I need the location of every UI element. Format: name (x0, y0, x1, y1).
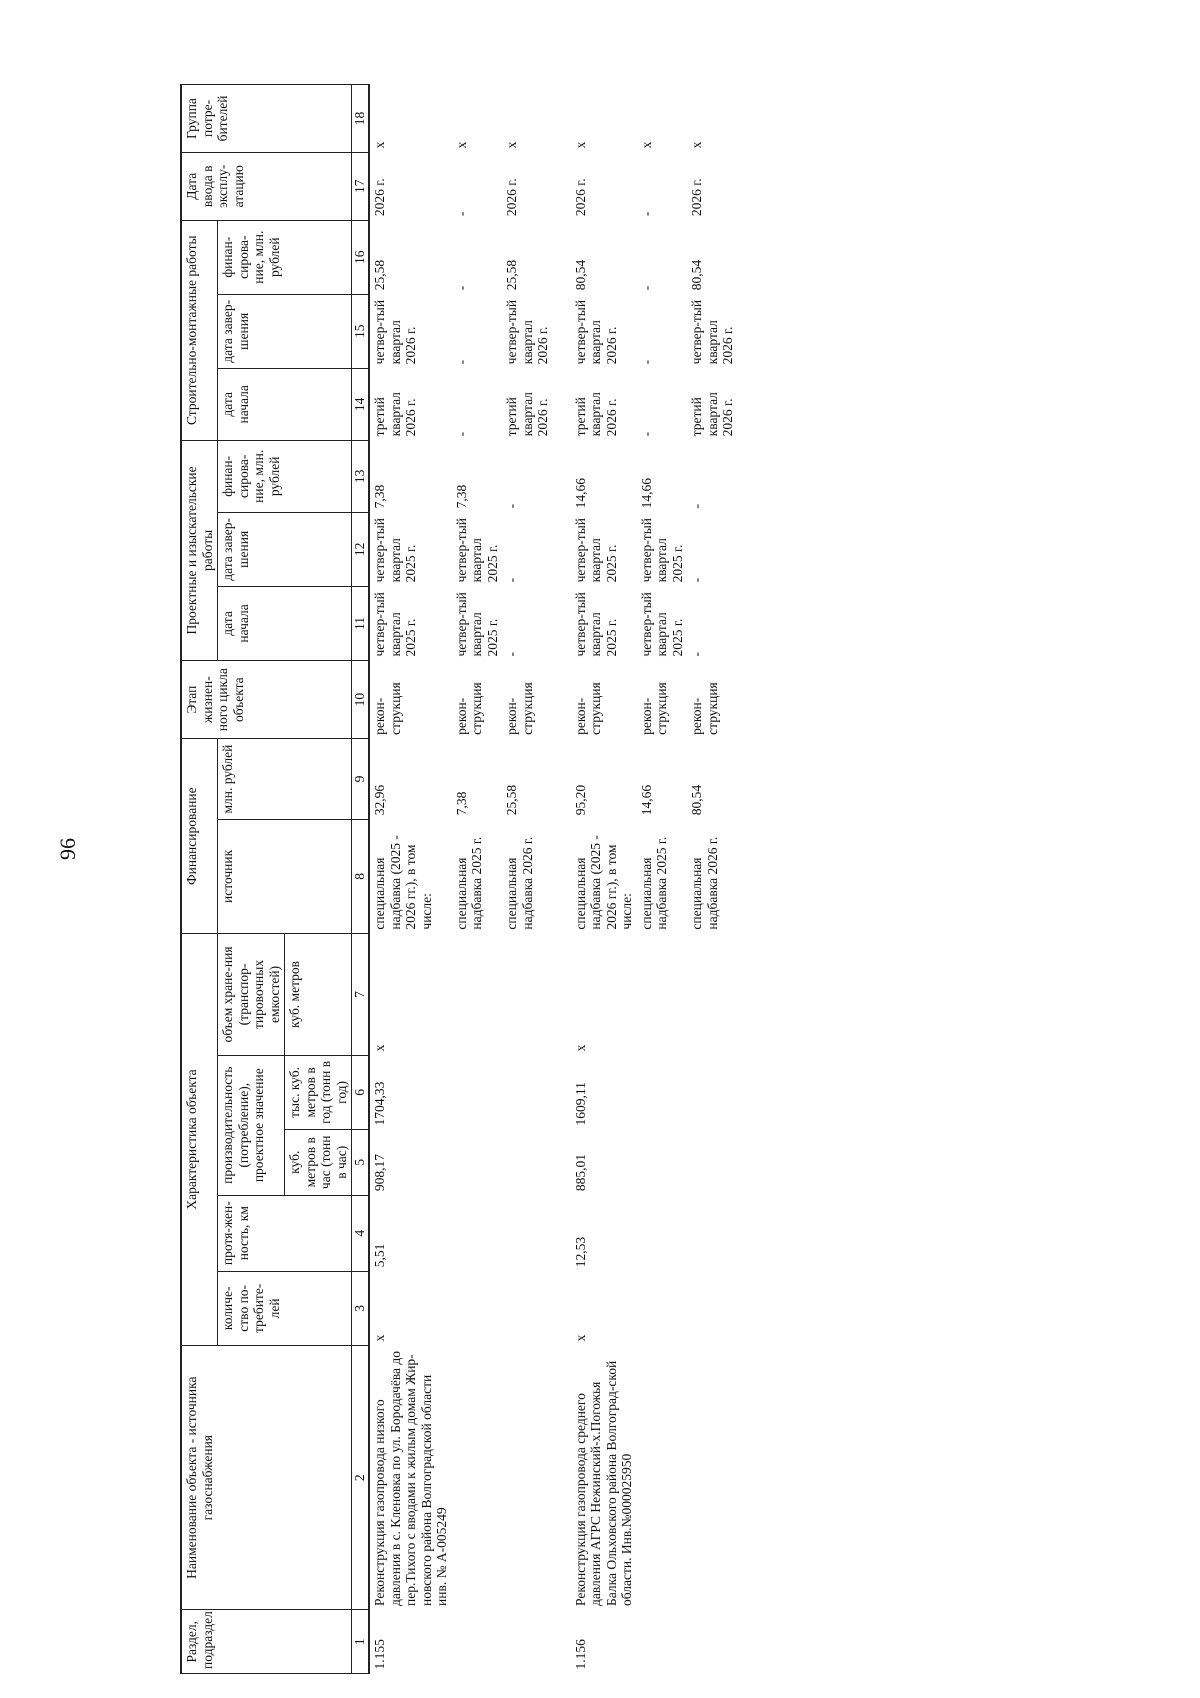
spacer-cell (553, 85, 571, 1674)
table-cell: 1.156 (572, 1639, 588, 1670)
column-number: 5 (352, 1129, 370, 1195)
table-cell: - (453, 431, 469, 437)
table-cell: 32,96 (372, 784, 388, 816)
table-cell (637, 1345, 688, 1610)
column-number: 17 (352, 152, 370, 220)
table-cell: 2026 г. (372, 178, 388, 217)
header-design: Проектные и изыскательские работы (181, 440, 218, 660)
table-cell: 1.155 (372, 1639, 388, 1670)
table-cell (502, 1195, 553, 1271)
column-number: 14 (352, 368, 370, 440)
table-cell: 95,20 (572, 784, 588, 816)
table-cell: четвер-тый квартал 2025 г. (372, 592, 419, 657)
table-cell (687, 1055, 738, 1129)
table-row (502, 85, 553, 1674)
header-length: протя-жен-ность, км (218, 1195, 352, 1271)
page-number: 96 (55, 838, 80, 860)
table-cell (502, 1055, 553, 1129)
table-cell (637, 934, 688, 1056)
header-construction-funding: финан-сирова-ние, млн. рублей (218, 220, 352, 294)
header-storage: объем хране-ния (транспор-тировочных емкостей) (218, 934, 285, 1056)
table-cell: - (689, 577, 705, 583)
table-row (369, 85, 452, 1674)
column-number: 16 (352, 220, 370, 294)
header-group: Группа потре-бителей (181, 85, 352, 153)
table-cell: - (504, 577, 520, 583)
table-cell: 14,66 (638, 784, 654, 816)
table-cell: четвер-тый квартал 2026 г. (572, 299, 619, 365)
table-cell: третий квартал 2026 г. (372, 392, 419, 437)
header-construction: Строительно-монтажные работы (181, 220, 218, 440)
column-number: 6 (352, 1055, 370, 1129)
table-cell: 12,53 (572, 1236, 588, 1268)
header-consumers-count: количе-ство по-требите-лей (218, 1271, 352, 1345)
table-cell: 5,51 (372, 1243, 388, 1268)
table-cell: - (689, 503, 705, 509)
table-cell: 908,17 (372, 1153, 388, 1192)
table-cell: 80,54 (689, 784, 705, 816)
header-capacity-hour: куб. метров в час (тонн в час) (285, 1129, 352, 1195)
table-cell (687, 934, 738, 1056)
column-number: 15 (352, 294, 370, 368)
table-cell: рекон-струкция (572, 682, 604, 735)
table-cell: 25,58 (504, 784, 520, 816)
table-cell: - (638, 285, 654, 291)
table-cell: - (689, 652, 705, 657)
table-cell: 1704,33 (372, 1081, 388, 1126)
column-number: 13 (352, 440, 370, 512)
header-fin-source: источник (218, 819, 352, 933)
table-cell: - (638, 359, 654, 365)
table-cell: - (453, 359, 469, 365)
column-number: 9 (352, 739, 370, 819)
table-cell: x (372, 1334, 388, 1342)
table-cell (502, 934, 553, 1056)
table-cell (502, 1345, 553, 1610)
column-number: 10 (352, 661, 370, 739)
table-cell (687, 1129, 738, 1195)
table-cell (687, 1195, 738, 1271)
table-cell: рекон-струкция (372, 682, 403, 735)
table-cell: - (453, 211, 469, 217)
table-cell: четвер-тый квартал 2025 г. (453, 517, 500, 583)
table-cell (452, 1129, 503, 1195)
table-cell: 7,38 (453, 484, 469, 509)
table-cell: специальная надбавка 2025 г. (453, 836, 485, 930)
table-cell (687, 1271, 738, 1345)
table-cell: четвер-тый квартал 2025 г. (453, 592, 500, 657)
table-cell: 2026 г. (572, 178, 588, 217)
header-commission: Дата ввода в эксплу-атацию (181, 152, 352, 220)
table-cell: - (638, 431, 654, 437)
rotated-sheet (180, 34, 1200, 1674)
column-number: 11 (352, 586, 370, 660)
table-cell: третий квартал 2026 г. (689, 392, 736, 437)
table-cell: x (504, 141, 520, 149)
column-number: 3 (352, 1271, 370, 1345)
table-cell: 80,54 (689, 259, 705, 291)
header-design-funding: финан-сирова-ние, млн. рублей (218, 440, 352, 512)
table-cell: специальная надбавка 2025 г. (638, 836, 670, 930)
header-construction-start: дата начала (218, 368, 352, 440)
table-cell (687, 1610, 738, 1674)
table-cell (452, 934, 503, 1056)
table-cell: четвер-тый квартал 2026 г. (689, 299, 736, 365)
table-cell: третий квартал 2026 г. (504, 392, 551, 437)
table-cell: рекон-струкция (453, 682, 485, 735)
table-cell: четвер-тый квартал 2025 г. (572, 592, 619, 657)
table-cell: специальная надбавка 2026 г. (689, 836, 720, 930)
table-cell: 25,58 (372, 259, 388, 291)
column-number: 4 (352, 1195, 370, 1271)
column-number: 1 (352, 1610, 370, 1674)
table-cell: четвер-тый квартал 2025 г. (372, 517, 419, 583)
table-cell: x (572, 1334, 588, 1342)
table-cell: Реконструкция газопровода низкого давления в с. Кленовка по ул. Бородачёва до пер.Тихого с вводами к жилым домам Жир-новского района Волгоградской области инв. № А-005249 (372, 1350, 450, 1606)
table-body (369, 85, 738, 1674)
header-fin-amount: млн. рублей (218, 739, 352, 819)
table-cell: Реконструкция газопровода среднего давления АГРС Нежинский-х.Погожья Балка Ольховского района Волгоград-ской области. Инв.№000025950 (572, 1360, 635, 1606)
table-cell: x (638, 141, 654, 149)
landscape-page (180, 34, 1200, 1674)
table-cell: четвер-тый квартал 2025 г. (572, 517, 619, 583)
spacer-row (553, 85, 571, 1674)
column-number: 7 (352, 934, 370, 1056)
table-cell: x (572, 1044, 588, 1052)
table-cell: рекон-струкция (638, 682, 670, 735)
table-cell: специальная надбавка 2026 г. (504, 836, 535, 930)
table-cell: рекон-струкция (689, 682, 720, 735)
table-cell (637, 1055, 688, 1129)
table-cell: x (453, 141, 469, 149)
table-cell: 885,01 (572, 1153, 588, 1192)
table-cell: x (572, 141, 588, 149)
table-row (452, 85, 503, 1674)
table-cell: четвер-тый квартал 2025 г. (638, 517, 685, 583)
table-cell: специальная надбавка (2025 - 2026 гг.), в том числе: (372, 835, 434, 930)
table-row (637, 85, 688, 1674)
table-cell: 1609,11 (572, 1082, 588, 1126)
table-cell (637, 1195, 688, 1271)
table-cell: 14,66 (638, 477, 654, 509)
table-cell (452, 1345, 503, 1610)
table-cell (687, 1345, 738, 1610)
table-cell (637, 1129, 688, 1195)
table-cell (452, 1055, 503, 1129)
table-cell: 7,38 (372, 484, 388, 509)
header-capacity: производительность (потребление), проектное значение (218, 1055, 285, 1195)
table-row (571, 85, 637, 1674)
table-cell: 2026 г. (689, 178, 705, 217)
table-cell: 2026 г. (504, 178, 520, 217)
column-number: 12 (352, 512, 370, 586)
table-cell (502, 1271, 553, 1345)
header-construction-end: дата завер-шения (218, 294, 352, 368)
table-cell: 80,54 (572, 259, 588, 291)
header-capacity-year: тыс. куб. метров в год (тонн в год) (285, 1055, 352, 1129)
header-storage-unit: куб. метров (285, 934, 352, 1056)
table-cell: 7,38 (453, 791, 469, 816)
table-cell (452, 1195, 503, 1271)
table-cell (502, 1129, 553, 1195)
column-number: 2 (352, 1345, 370, 1610)
header-section: Раздел, подраздел (181, 1610, 352, 1674)
column-number: 8 (352, 819, 370, 933)
table-cell (502, 1610, 553, 1674)
table-cell: четвер-тый квартал 2025 г. (638, 592, 685, 657)
table-cell: третий квартал 2026 г. (572, 392, 619, 437)
table-cell (452, 1610, 503, 1674)
table-cell: x (689, 141, 705, 149)
column-number: 18 (352, 85, 370, 153)
table-cell: рекон-струкция (504, 682, 535, 735)
table-cell: специальная надбавка (2025 - 2026 гг.), в том числе: (572, 835, 635, 930)
table-cell: - (504, 652, 520, 657)
header-design-end: дата завер-шения (218, 512, 352, 586)
gas-objects-table (180, 84, 738, 1674)
table-row (687, 85, 738, 1674)
table-cell: четвер-тый квартал 2026 г. (372, 299, 419, 365)
table-cell: - (638, 211, 654, 217)
table-cell: - (504, 503, 520, 509)
table-cell: 14,66 (572, 477, 588, 509)
table-cell: - (453, 285, 469, 291)
header-characteristics: Характеристика объекта (181, 934, 218, 1346)
table-cell: четвер-тый квартал 2026 г. (504, 299, 551, 365)
header-lifecycle: Этап жизнен-ного цикла объекта (181, 661, 352, 739)
table-cell (637, 1271, 688, 1345)
table-cell: x (372, 141, 388, 149)
table-cell (637, 1610, 688, 1674)
table-cell: 25,58 (504, 259, 520, 291)
header-design-start: дата начала (218, 586, 352, 660)
header-financing: Финансирование (181, 739, 218, 934)
table-cell: x (372, 1044, 388, 1052)
header-name: Наименование объекта - источника газоснабжения (181, 1345, 352, 1610)
table-cell (452, 1271, 503, 1345)
